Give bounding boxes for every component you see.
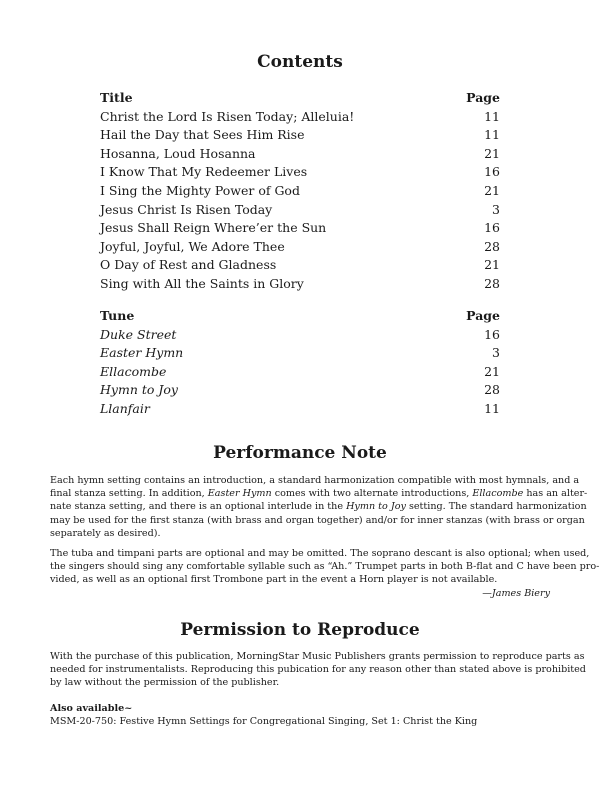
entry-title: Hymn to Joy (100, 382, 178, 398)
title-column-header: Title (100, 90, 133, 105)
entry-title: Hosanna, Loud Hosanna (100, 145, 256, 161)
paragraph-line: Each hymn setting contains an introduction, a standard harmonization compatible with most hymnals, and a (50, 475, 580, 486)
also-available-item: MSM-20-750: Festive Hymn Settings for Congregational Singing, Set 1: Christ the King (50, 716, 478, 728)
paragraph-line: vided, as well as an optional first Trombone part in the event a Horn player is not available. (50, 574, 498, 586)
entry-page: 21 (484, 257, 500, 273)
entry-title: Jesus Shall Reign Where’er the Sun (100, 220, 327, 236)
toc-entry (100, 275, 500, 294)
entry-page: 16 (484, 220, 500, 236)
toc-entry (100, 363, 500, 382)
toc-entry (100, 344, 500, 363)
entry-page: 21 (484, 145, 500, 161)
entry-title: Easter Hymn (100, 345, 184, 361)
toc-entry (100, 326, 500, 345)
entry-page: 3 (492, 201, 500, 217)
paragraph-line: nate stanza setting, and there is an optional interlude in the Hymn to Joy setting. The standard harmonization (50, 501, 587, 513)
entry-title: Duke Street (100, 326, 177, 342)
entry-page: 11 (484, 127, 500, 143)
toc-entry (100, 182, 500, 201)
permission-paragraph (50, 650, 586, 690)
performance-note-heading: Performance Note (213, 443, 387, 463)
entry-page: 21 (484, 363, 500, 379)
paragraph-line: the singers should sing any comfortable syllable such as “Ah.” Trumpet parts in both B-flat and C have been pro- (50, 561, 600, 573)
toc-entry (100, 238, 500, 257)
entry-title: Joyful, Joyful, We Adore Thee (100, 238, 285, 254)
toc-entry (100, 145, 500, 164)
paragraph-line: The tuba and timpani parts are optional and may be omitted. The soprano descant is also optional; when used, (50, 548, 590, 559)
toc-entry (100, 256, 500, 275)
entry-page: 28 (484, 275, 500, 291)
entry-title: Christ the Lord Is Risen Today; Alleluia! (100, 108, 355, 124)
paragraph-line: by law without the permission of the publisher. (50, 677, 280, 689)
entry-title: Llanfair (100, 400, 150, 416)
toc-entry (100, 201, 500, 220)
toc-entry (100, 381, 500, 400)
entry-title: O Day of Rest and Gladness (100, 257, 277, 273)
page-column-header: Page (466, 90, 500, 105)
paragraph-line: needed for instrumentalists. Reproducing this pubication for any reason other than stated above is prohibited (50, 664, 586, 676)
toc-entry (100, 400, 500, 419)
entry-page: 28 (484, 238, 500, 254)
entry-title: Hail the Day that Sees Him Rise (100, 127, 305, 143)
page-column-header: Page (466, 308, 500, 323)
also-available-label: Also available~ (50, 703, 133, 714)
titles-table (100, 89, 500, 294)
entry-page: 21 (484, 182, 500, 198)
signature: —James Biery (482, 588, 550, 599)
entry-title: Jesus Christ Is Risen Today (100, 201, 273, 217)
entry-page: 3 (492, 345, 500, 361)
entry-page: 16 (484, 164, 500, 180)
toc-entry (100, 163, 500, 182)
tunes-table (100, 307, 500, 419)
toc-entry (100, 219, 500, 238)
entry-page: 16 (484, 326, 500, 342)
paragraph-line: With the purchase of this publication, MorningStar Music Publishers grants permission to reproduce parts as (50, 651, 585, 662)
entry-title: I Know That My Redeemer Lives (100, 164, 308, 180)
entry-title: Sing with All the Saints in Glory (100, 275, 304, 291)
contents-heading: Contents (257, 52, 343, 72)
performance-paragraph-1 (50, 474, 588, 540)
paragraph-line: final stanza setting. In addition, Easter Hymn comes with two alternate introductions, Ellacombe has an alter- (50, 488, 588, 500)
paragraph-line: may be used for the first stanza (with brass and organ together) and/or for inner stanzas (with brass or organ (50, 514, 585, 526)
performance-paragraph-2 (50, 547, 600, 587)
entry-page: 11 (484, 108, 500, 124)
paragraph-line: separately as desired). (50, 527, 161, 539)
entry-page: 28 (484, 382, 500, 398)
entry-page: 11 (484, 400, 500, 416)
titles-header (100, 89, 500, 108)
tune-column-header: Tune (100, 308, 135, 323)
entry-title: I Sing the Mighty Power of God (100, 182, 300, 198)
entry-title: Ellacombe (100, 363, 167, 379)
tunes-header (100, 307, 500, 326)
toc-entry (100, 126, 500, 145)
permission-heading: Permission to Reproduce (180, 620, 420, 640)
toc-entry (100, 108, 500, 127)
